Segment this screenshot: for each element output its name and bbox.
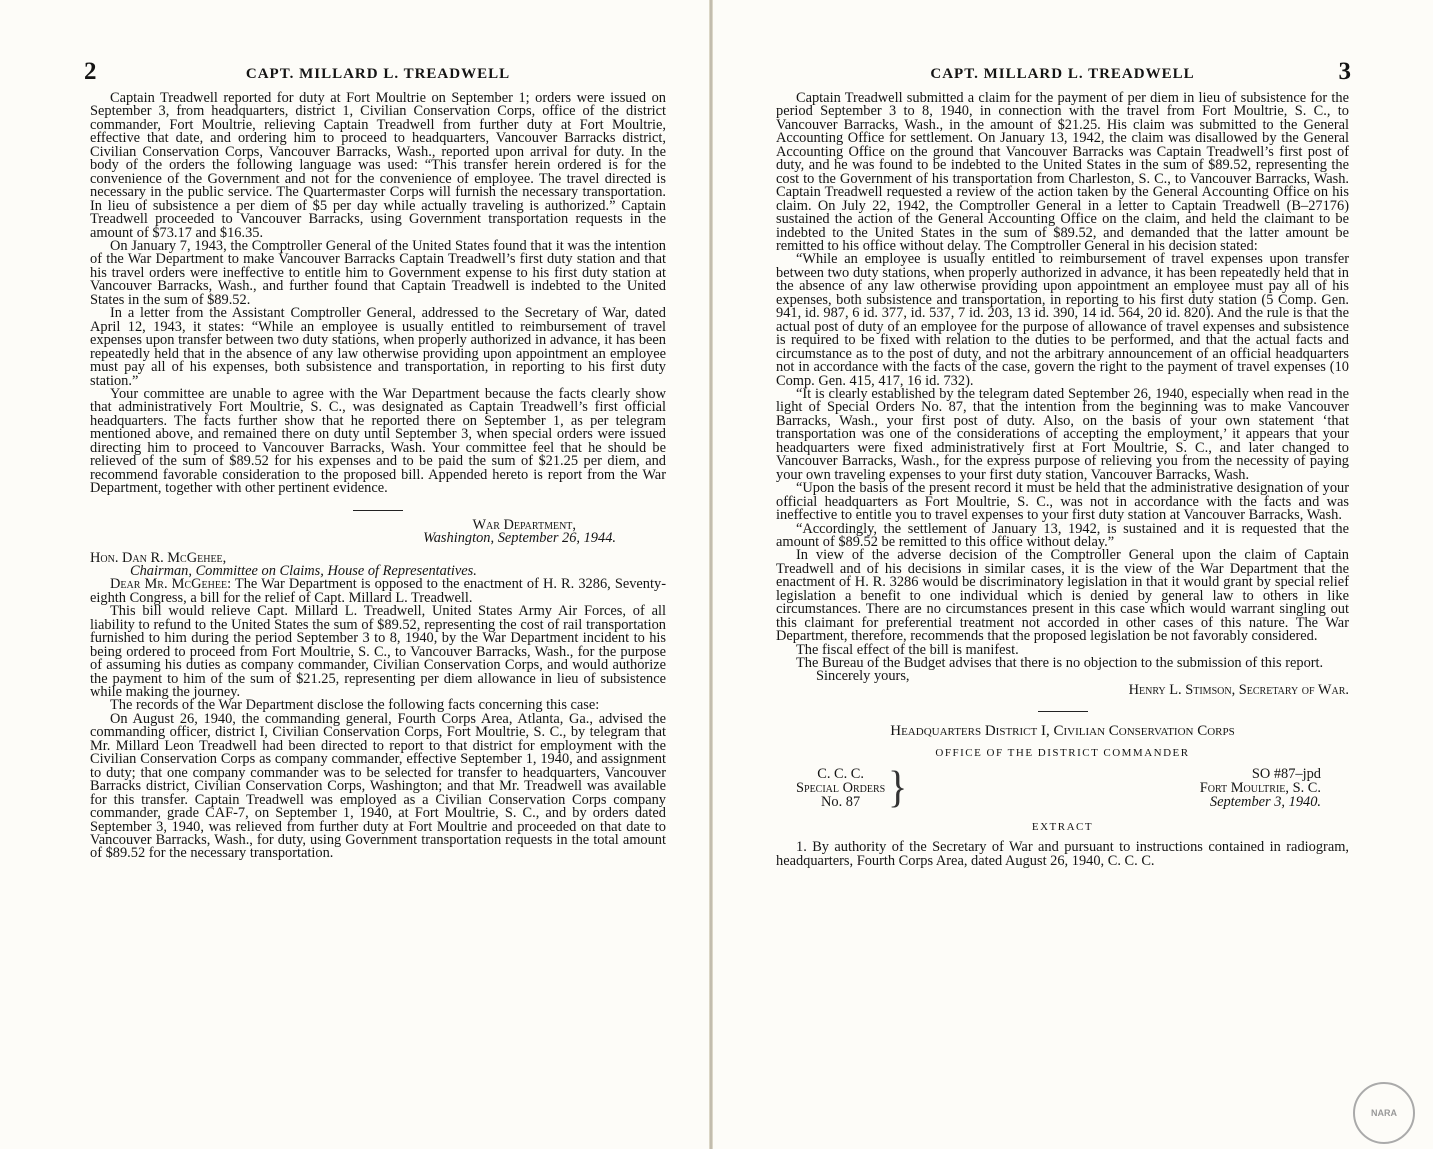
order-paragraph: 1. By authority of the Secretary of War and pursuant to instructions contained in radiogram, headquarters, Fourth Corps Area, dated August 26, 1940, C. C. C.	[776, 839, 1349, 869]
right-running-title: CAPT. MILLARD L. TREADWELL	[930, 66, 1195, 82]
left-running-title: CAPT. MILLARD L. TREADWELL	[245, 66, 511, 82]
quoted-paragraph: “While an employee is usually entitled to reimbursement of travel expenses upon transfer between two duty stations, when properly authorized in advance, it has been repeatedly held that in the absence of any law otherwise providing upon appointment an employee must pay all of his expenses, both subsistence and transportation, in reporting to his first duty station (5 Comp. Gen. 941, id. 987, 6 id. 377, id. 537, 7 id. 203, 13 id. 390, 14 id. 564, 20 id. 820). And the rule is that the actual post of duty of an employee for the purpose of allowance of travel expenses and subsistence is required to be fixed with relation to the duties to be performed, and that the actual facts and circumstance as to the post of duty, and not the arbitrary announcement of an official headquarters not in accordance with the facts of the case, govern the right to the payment of travel expenses (10 Comp. Gen. 415, 417, 16 id. 732).	[776, 251, 1349, 389]
quoted-paragraph: “Accordingly, the settlement of January 13, 1942, is sustained and it is requested that the amount of $89.52 be remitted to this office without delay.”	[776, 520, 1349, 550]
order-right-line: SO #87–jpd	[1251, 766, 1321, 783]
letter-paragraph	[90, 578, 666, 605]
orders-right	[1200, 767, 1321, 809]
letter-paragraph: This bill would relieve Capt. Millard L. Treadwell, United States Army Air Forces, of all liability to refund to the United States the sum of $89.52, representing the cost of rail transportation furnished to him during the period September 3 to 8, 1940, by the War Department incident to his being ordered to proceed from Fort Moultrie, S. C., to Vancouver Barracks, Wash., for the purpose of assuming his duties as company commander, Civilian Conservation Corps, and would authorize the payment to him of the sum of $21.25, representing per diem allowance in lieu of subsistence while making the journey.	[90, 603, 666, 701]
section-rule	[1038, 711, 1088, 712]
order-left-line: No. 87	[821, 794, 861, 811]
order-right-line: Fort Moultrie, S. C.	[1199, 780, 1321, 797]
letterhead: War Department,	[472, 516, 576, 533]
brace-glyph: }	[888, 762, 908, 812]
right-page-number: 3	[1338, 58, 1351, 85]
quoted-paragraph: “Upon the basis of the present record it must be held that the administrative designation of your official headquarters as Fort Moultrie, S. C., was not in accordance with the facts and was ineffective to entitle you to travel expenses to your first duty station at Vancouver Barracks, Wash.	[776, 480, 1349, 524]
report-paragraph: Your committee are unable to agree with the War Department because the facts clearly show that administratively Fort Moultrie, S. C., was designated as Captain Treadwell’s first official headquarters. The facts further show that he reported there on September 1, as per telegram mentioned above, and remained there on duty until September 3, when special orders were issued directing him to proceed to Vancouver Barracks, Wash. Your committee feel that he should be relieved of the sum of $89.52 for his expenses and to be paid the sum of $21.25 per diem, and recommend favorable consideration to the proposed bill. Appended hereto is report from the War Department, together with other pertinent evidence.	[90, 385, 666, 497]
left-page	[0, 0, 712, 1149]
letter-paragraph: The records of the War Department disclose the following facts concerning this case:	[110, 697, 600, 714]
letter-paragraph: In view of the adverse decision of the Comptroller General upon the claim of Captain Treadwell and of his decisions in similar cases, it is the view of the War Department that the enactment of H. R. 3286 would be discriminatory legislation in that it would grant by special relief legislation a benefit to one individual which is denied by general law to others in like circumstances. There are no circumstances present in this case which would warrant singling out this claimant for preferential treatment not accorded in other cases of this nature. The War Department, therefore, recommends that the proposed legislation be not favorably considered.	[776, 547, 1349, 645]
letter-paragraph: On August 26, 1940, the commanding general, Fourth Corps Area, Atlanta, Ga., advised the commanding officer, district I, Civilian Conservation Corps, Fort Moultrie, S. C., by telegram that Mr. Millard Leon Treadwell had been directed to report to that district for employment with the Civilian Conservation Corps as company commander, effective September 1, 1940, and assignment to duty; that one company commander was to be selected for transfer to headquarters, Vancouver Barracks district, Civilian Conservation Corps, Washington; and that Mr. Treadwell was available for this transfer. Captain Treadwell was employed as a Civilian Conservation Corps company commander, grade CAF-7, on September 1, 1940, at Fort Moultrie, S. C., and by orders dated September 3, 1940, was relieved from further duty at Fort Moultrie and proceeded on that date to Vancouver Barracks, Wash., for duty, using Government transportation requests in the total amount of $89.52 for the necessary transportation.	[90, 710, 666, 862]
dateline: Washington, September 26, 1944.	[423, 530, 616, 547]
salutation: Dear Mr. McGehee:	[110, 576, 232, 593]
orders-block	[776, 762, 1349, 833]
extract-label: EXTRACT	[1031, 821, 1094, 834]
right-header	[776, 58, 1349, 92]
left-header	[84, 58, 666, 92]
letter-paragraph: The Bureau of the Budget advises that there is no objection to the submission of this report.	[796, 655, 1324, 672]
letter-paragraph: The fiscal effect of the bill is manifest.	[796, 641, 1019, 658]
letter-paragraph: Captain Treadwell submitted a claim for the payment of per diem in lieu of subsistence for the period September 3 to 8, 1940, in connection with the travel from Fort Moultrie, S. C., to Vancouver Barracks, Wash., in the amount of $21.25. His claim was submitted to the General Accounting Office for settlement. On January 13, 1942, the claim was disallowed by the General Accounting Office on the ground that Vancouver Barracks was Captain Treadwell’s first post of duty, and he was found to be indebted to the United States in the sum of $89.52, representing the cost to the Government of his transportation from Charleston, S. C., to Vancouver Barracks, Wash. Captain Treadwell requested a review of the action taken by the General Accounting Office on his claim. On July 22, 1942, the Comptroller General in a letter to Captain Treadwell (B–27176) sustained the action of the General Accounting Office on the claim, and held the claimant to be indebted to the United States in the sum of $89.52, and demanded that the latter amount be remitted to his office without delay. The Comptroller General in his decision stated:	[776, 90, 1349, 254]
report-paragraph: On January 7, 1943, the Comptroller General of the United States found that it was the intention of the War Department to make Vancouver Barracks Captain Treadwell’s first duty station and that his travel orders were ineffective to entitle him to Government expense to his first duty station at Vancouver Barracks, Wash., and further found that Captain Treadwell is indebted to the United States in the sum of $89.52.	[90, 237, 666, 308]
right-page	[712, 0, 1433, 1149]
report-paragraph: Captain Treadwell reported for duty at Fort Moultrie on September 1; orders were issued on September 3, from headquarters, district 1, Civilian Conservation Corps, office of the district commander, Fort Moultrie, relieving Captain Treadwell from further duty at Fort Moultrie, effective that date, and ordering him to proceed to headquarters, Vancouver Barracks district, Civilian Conservation Corps, Vancouver Barracks, Wash., reported upon arrival for duty. In the body of the orders the following language was used: “This transfer herein ordered is for the convenience of the Government and not for the convenience of employee. The travel directed is necessary in the public service. The Quartermaster Corps will furnish the necessary transportation. In lieu of subsistence a per diem of $5 per day while actually traveling is authorized.” Captain Treadwell proceeded to Vancouver Barracks, using Government transportation requests in the amount of $73.17 and $16.35.	[90, 90, 666, 241]
order-left-line: Special Orders	[796, 780, 886, 797]
hq-heading: Headquarters District I, Civilian Conservation Corps	[890, 723, 1235, 740]
stamp-text: NARA	[1371, 1108, 1397, 1118]
addressee-title: Chairman, Committee on Claims, House of Representatives.	[130, 562, 477, 579]
signature: Henry L. Stimson, Secretary of War.	[1128, 681, 1349, 698]
quoted-paragraph: “It is clearly established by the telegram dated September 26, 1940, especially when read in the light of Special Orders No. 87, that the intention from the beginning was to make Vancouver Barracks, Wash., your first post of duty. Also, on the basis of your own statement ‘that transportation was one of the considerations of accepting the employment,’ it appears that your headquarters were fixed administratively first at Fort Moultrie, S. C., and later changed to Vancouver Barracks, Wash., for the express purpose of relieving you from the necessity of paying your own traveling expenses to your first duty station, Vancouver Barracks, Wash.	[776, 385, 1349, 483]
letter-opening: The War Department is opposed to the enactment of H. R. 3286, Seventy-eighth Congress, a bill for the relief of Capt. Millard L. Treadwell.	[90, 576, 666, 606]
report-paragraph: In a letter from the Assistant Comptroller General, addressed to the Secretary of War, dated April 12, 1943, it states: “While an employee is usually entitled to reimbursement of travel expenses upon transfer between two duty stations, when properly authorized in advance, it has been repeatedly held that in the absence of any law otherwise providing upon appointment an employee must pay all of his expenses, both subsistence and transportation, in reporting to his first duty station.”	[90, 305, 666, 389]
closing: Sincerely yours,	[816, 668, 910, 685]
section-rule	[353, 510, 403, 511]
addressee: Hon. Dan R. McGehee,	[90, 549, 227, 566]
left-page-number: 2	[84, 58, 97, 85]
office-line: OFFICE OF THE DISTRICT COMMANDER	[935, 747, 1190, 760]
order-right-line: September 3, 1940.	[1209, 794, 1321, 811]
orders-left	[796, 767, 885, 809]
archive-stamp	[1353, 1082, 1415, 1144]
order-left-line: C. C. C.	[817, 766, 865, 783]
